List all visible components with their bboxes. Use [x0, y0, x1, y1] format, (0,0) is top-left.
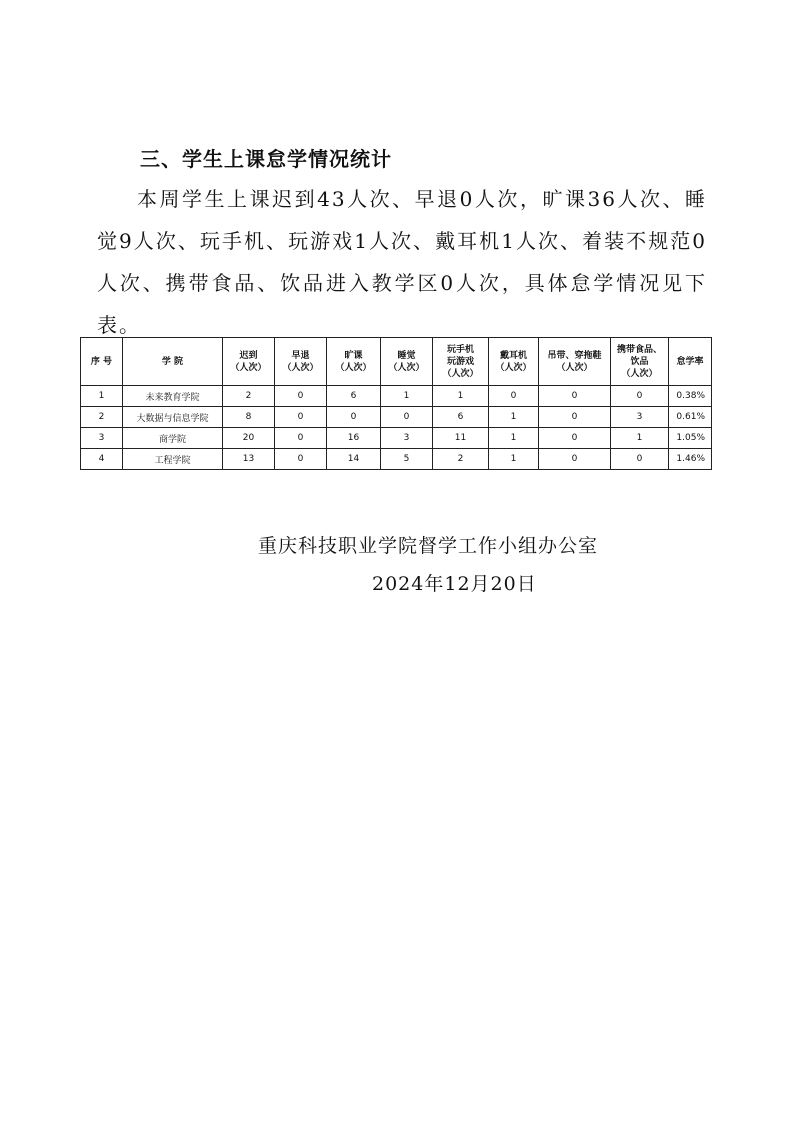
column-header-line: （人次） [442, 368, 479, 379]
table-cell: 2 [433, 449, 489, 470]
column-header-line: （人次） [495, 362, 532, 373]
table-cell: 8 [223, 407, 275, 428]
table-cell: 0 [611, 449, 669, 470]
table-cell: 13 [223, 449, 275, 470]
column-header [669, 338, 712, 386]
column-header-line: 旷课 [344, 350, 363, 361]
table-cell: 1 [489, 449, 539, 470]
column-header-line: 饮品 [630, 356, 649, 367]
column-header-line: 玩游戏 [446, 356, 474, 367]
table-row [81, 428, 712, 449]
table-cell: 1 [489, 407, 539, 428]
table-cell: 11 [433, 428, 489, 449]
table-row [81, 449, 712, 470]
column-header-line: （人次） [556, 362, 593, 373]
table-cell: 未来教育学院 [123, 386, 223, 407]
table-cell: 14 [327, 449, 381, 470]
section-heading: 三、学生上课怠学情况统计 [140, 147, 392, 171]
table-cell: 0 [275, 407, 327, 428]
column-header [489, 338, 539, 386]
table-cell: 2 [81, 407, 123, 428]
table-cell: 16 [327, 428, 381, 449]
table-cell: 0.61% [669, 407, 712, 428]
column-header [381, 338, 433, 386]
table-cell: 6 [327, 386, 381, 407]
column-header-line: 怠学率 [676, 356, 704, 367]
column-header-line: 戴耳机 [499, 350, 527, 361]
table-cell: 1 [381, 386, 433, 407]
table-cell: 工程学院 [123, 449, 223, 470]
column-header [433, 338, 489, 386]
column-header [275, 338, 327, 386]
summary-paragraph: 本周学生上课迟到43人次、早退0人次，旷课36人次、睡觉9人次、玩手机、玩游戏1人次、戴耳机1人次、着装不规范0人次、携带食品、饮品进入教学区0人次，具体怠学情况见下表。 [97, 187, 707, 337]
table-cell: 0 [275, 428, 327, 449]
column-header-line: （人次） [335, 362, 372, 373]
table-cell: 0 [539, 428, 611, 449]
table-cell: 1 [489, 428, 539, 449]
column-header-line: 睡觉 [397, 350, 416, 361]
table-cell: 3 [81, 428, 123, 449]
table-cell: 商学院 [123, 428, 223, 449]
column-header-line: 早退 [291, 350, 310, 361]
column-header-line: 学 院 [161, 356, 184, 367]
table-cell: 0 [539, 386, 611, 407]
table-cell: 1 [81, 386, 123, 407]
table-cell: 3 [611, 407, 669, 428]
column-header-line: 携带食品、 [616, 344, 662, 355]
table-cell: 0 [489, 386, 539, 407]
column-header-line: （人次） [388, 362, 425, 373]
column-header-line: （人次） [621, 368, 658, 379]
signature-date: 2024年12月20日 [372, 573, 537, 595]
column-header-line: （人次） [230, 362, 267, 373]
table-cell: 2 [223, 386, 275, 407]
table-cell: 0.38% [669, 386, 712, 407]
table-cell: 大数据与信息学院 [123, 407, 223, 428]
column-header [539, 338, 611, 386]
column-header [327, 338, 381, 386]
truancy-stats-table [80, 337, 712, 470]
table-cell: 0 [611, 386, 669, 407]
column-header [81, 338, 123, 386]
table-header-row [81, 338, 712, 386]
column-header-line: 迟到 [239, 350, 258, 361]
signature-organization: 重庆科技职业学院督学工作小组办公室 [258, 535, 599, 557]
column-header-line: 吊带、穿拖鞋 [547, 350, 602, 361]
table-cell: 5 [381, 449, 433, 470]
table-body [81, 386, 712, 470]
column-header-line: 玩手机 [446, 344, 474, 355]
column-header [223, 338, 275, 386]
table-cell: 1.05% [669, 428, 712, 449]
table-cell: 1 [433, 386, 489, 407]
table-cell: 0 [381, 407, 433, 428]
table-cell: 20 [223, 428, 275, 449]
column-header [611, 338, 669, 386]
table-cell: 1 [611, 428, 669, 449]
table-cell: 0 [275, 386, 327, 407]
table-cell: 3 [381, 428, 433, 449]
table-cell: 0 [275, 449, 327, 470]
table-cell: 4 [81, 449, 123, 470]
column-header-line: 序 号 [90, 356, 113, 367]
table-cell: 0 [539, 407, 611, 428]
table-row [81, 407, 712, 428]
table-cell: 0 [539, 449, 611, 470]
column-header-line: （人次） [282, 362, 319, 373]
table-cell: 1.46% [669, 449, 712, 470]
table-cell: 0 [327, 407, 381, 428]
table-cell: 6 [433, 407, 489, 428]
column-header [123, 338, 223, 386]
table-row [81, 386, 712, 407]
